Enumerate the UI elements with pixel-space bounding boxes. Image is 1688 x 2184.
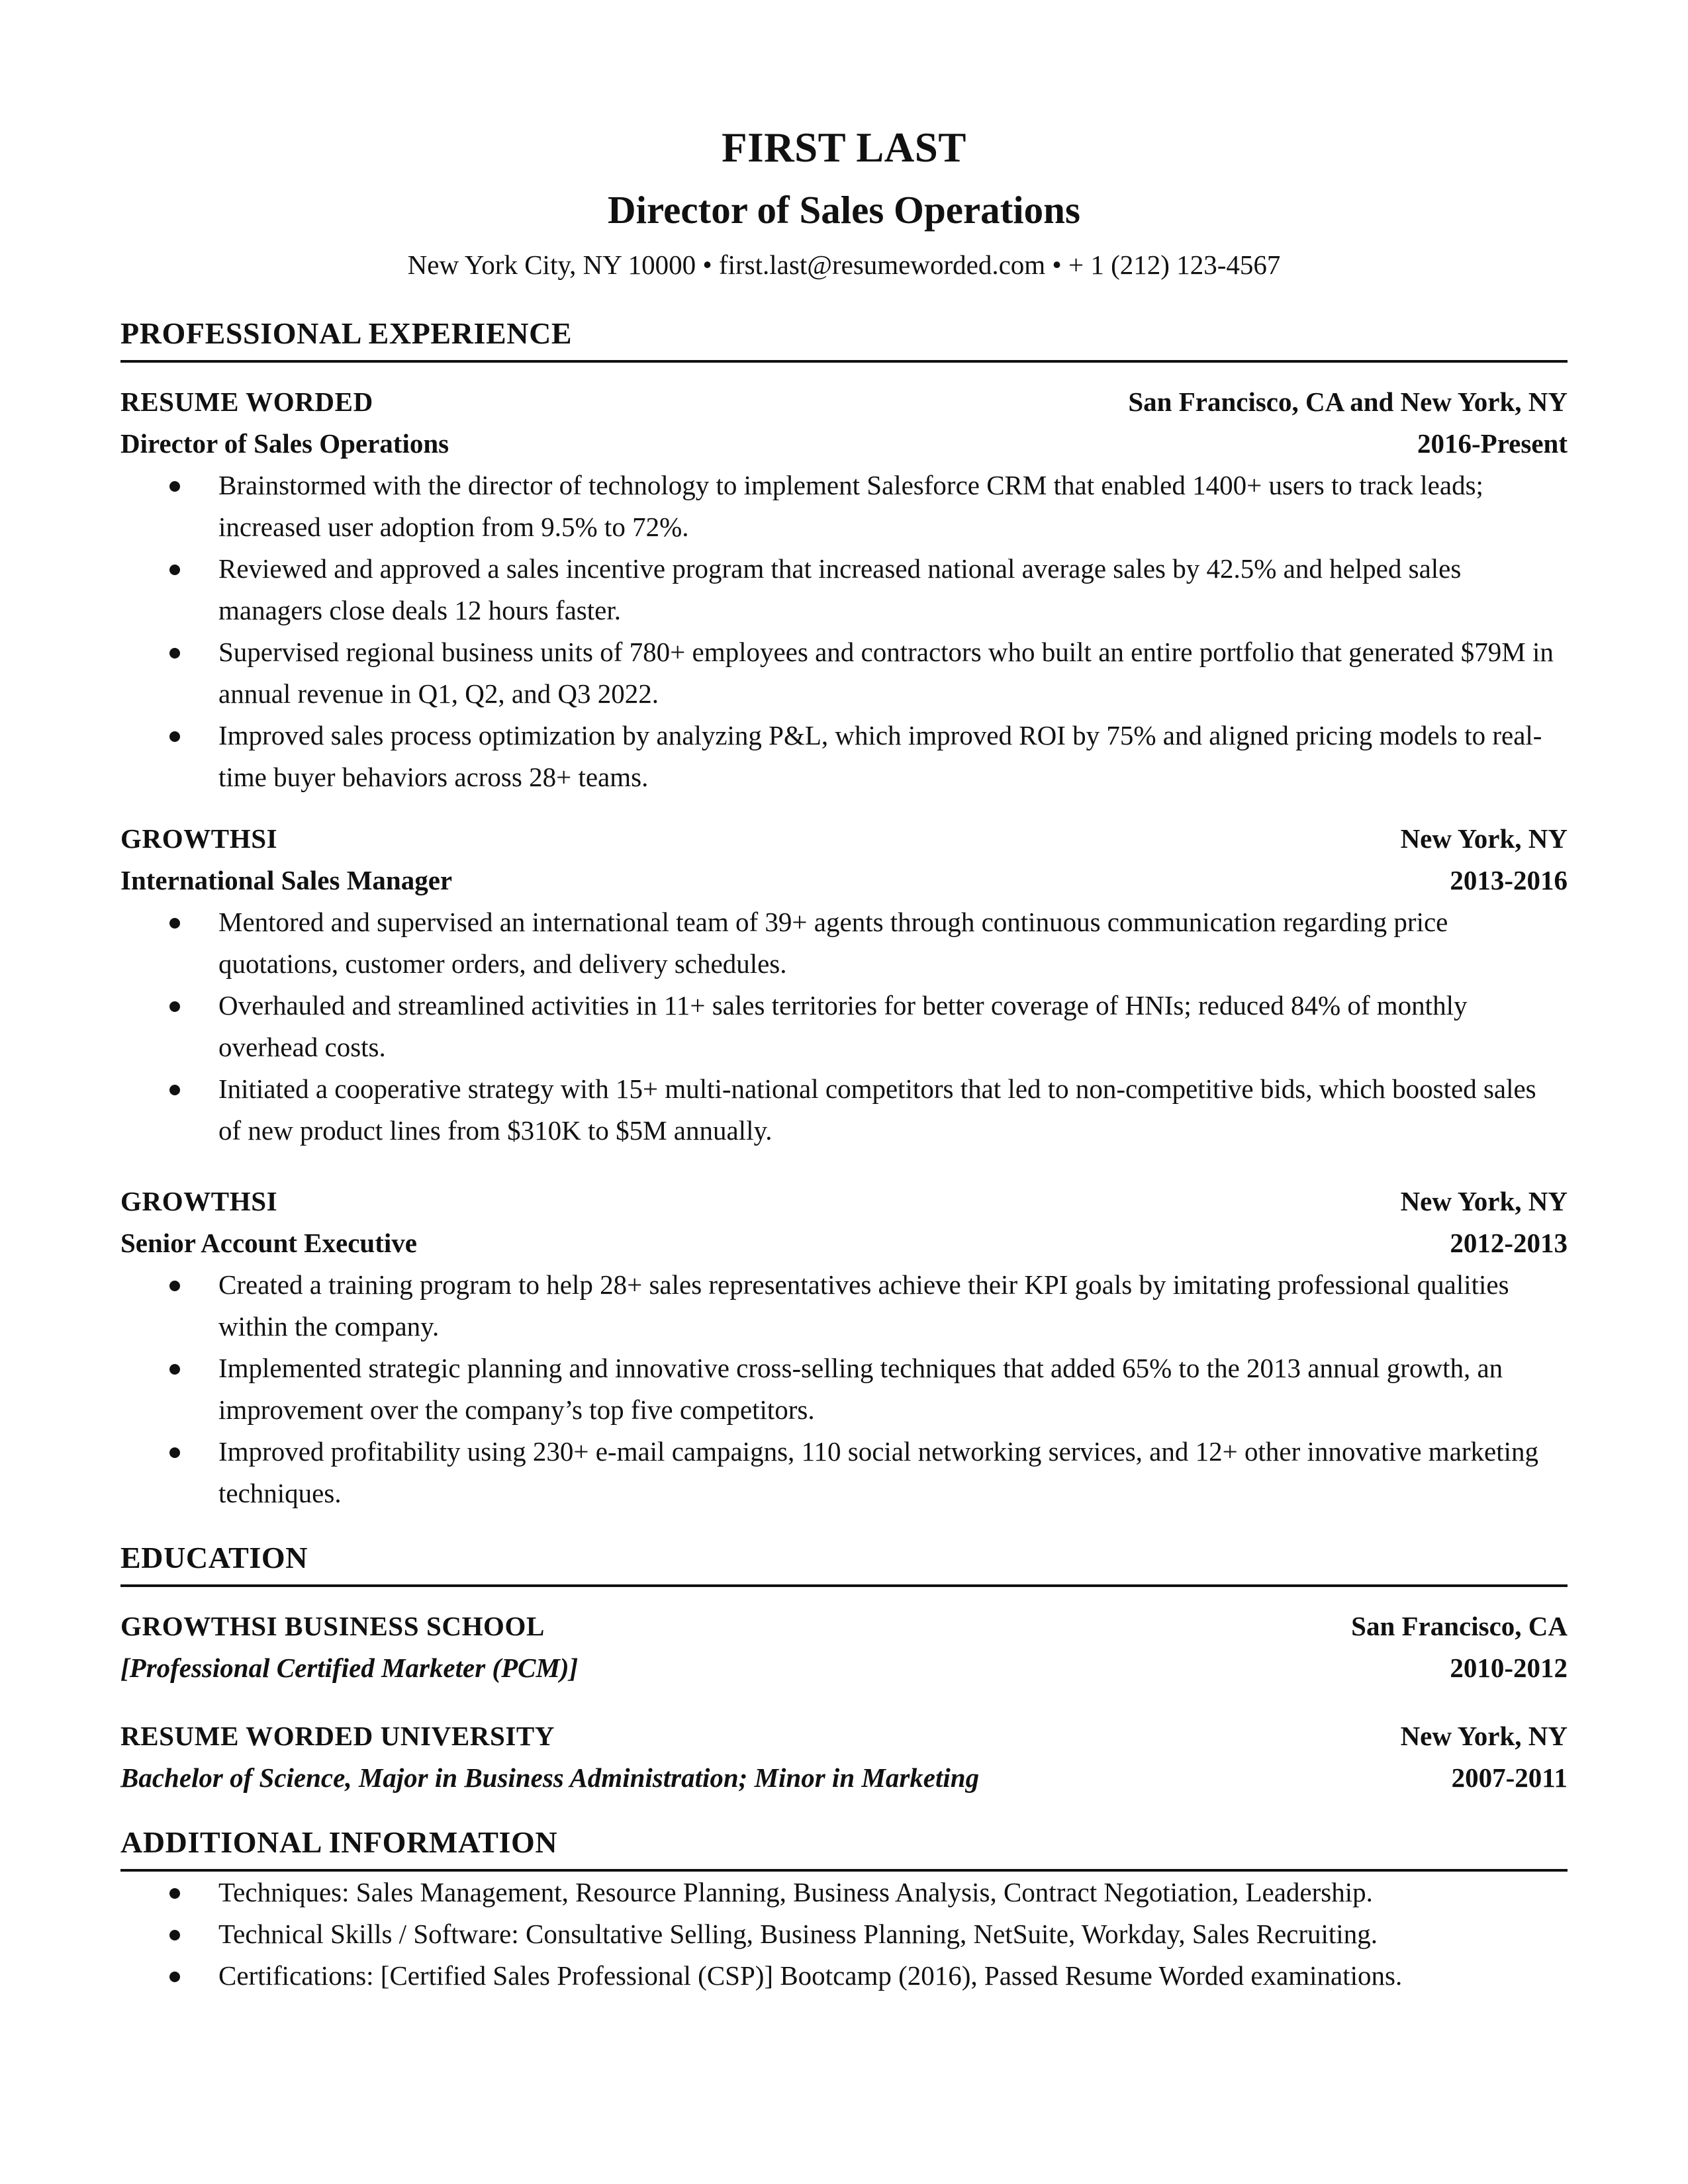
education-section [120,1538,1568,1799]
experience-section [120,314,1568,1514]
bullet-text: Techniques: Sales Management, Resource Planning, Business Analysis, Contract Negotiation, Leadership. [218,1877,1373,1907]
job-company-row [120,381,1568,423]
bullet-text: Implemented strategic planning and innovative cross-selling techniques that added 65% to the 2013 annual growth, an improvement over the company’s top five competitors. [218,1353,1503,1425]
bullet-icon [169,1930,180,1940]
school-name: GROWTHSI BUSINESS SCHOOL [120,1611,545,1641]
section-heading: EDUCATION [120,1538,1568,1587]
resume-page [120,119,1568,1997]
bullet-item [120,1264,1568,1347]
bullet-icon [169,1972,180,1982]
bullet-item [120,1431,1568,1514]
company-name: GROWTHSI [120,1186,278,1216]
additional-section [120,1823,1568,1997]
bullet-item [120,1913,1568,1955]
bullet-item [120,1068,1568,1152]
job-role-row [120,423,1568,465]
job-entry [120,818,1568,1152]
bullet-item [120,715,1568,798]
degree-name: Bachelor of Science, Major in Business Administration; Minor in Marketing [120,1762,980,1793]
job-location: San Francisco, CA and New York, NY [1128,387,1568,417]
company-name: RESUME WORDED [120,387,373,417]
candidate-title: Director of Sales Operations [608,188,1080,232]
bullet-item [120,985,1568,1068]
bullet-icon [169,1364,180,1375]
education-entry [120,1606,1568,1689]
job-bullets [120,901,1568,1152]
bullet-icon [169,918,180,929]
bullet-item [120,1872,1568,1913]
school-row [120,1606,1568,1647]
bullet-text: Improved profitability using 230+ e-mail campaigns, 110 social networking services, and 12+ other innovative marketing techniques. [218,1436,1539,1508]
school-row [120,1715,1568,1757]
job-bullets [120,1264,1568,1514]
education-dates: 2007-2011 [1451,1762,1568,1793]
bullet-text: Overhauled and streamlined activities in 11+ sales territories for better coverage of HNIs; reduced 84% of monthly overhead costs. [218,990,1468,1062]
bullet-item [120,631,1568,715]
degree-row [120,1647,1568,1689]
bullet-item [120,465,1568,548]
job-location: New York, NY [1400,1186,1568,1216]
job-role: International Sales Manager [120,865,453,895]
section-heading: ADDITIONAL INFORMATION [120,1823,1568,1872]
bullet-text: Brainstormed with the director of technology to implement Salesforce CRM that enabled 1400+ users to track leads; increased user adoption from 9.5% to 72%. [218,470,1483,542]
job-location: New York, NY [1400,823,1568,854]
bullet-text: Improved sales process optimization by analyzing P&L, which improved ROI by 75% and aligned pricing models to real-time buyer behaviors across 28+ teams. [218,720,1542,792]
company-name: GROWTHSI [120,823,278,854]
bullet-icon [169,1281,180,1291]
job-dates: 2013-2016 [1450,865,1568,895]
bullet-text: Created a training program to help 28+ sales representatives achieve their KPI goals by imitating professional qualities within the company. [218,1269,1509,1342]
education-dates: 2010-2012 [1450,1653,1568,1683]
bullet-text: Reviewed and approved a sales incentive program that increased national average sales by 42.5% and helped sales managers close deals 12 hours faster. [218,553,1462,625]
section-heading: PROFESSIONAL EXPERIENCE [120,314,1568,363]
job-bullets [120,465,1568,798]
degree-row [120,1757,1568,1799]
education-entry [120,1715,1568,1799]
bullet-icon [169,731,180,742]
job-dates: 2016-Present [1417,428,1568,459]
bullet-text: Mentored and supervised an international team of 39+ agents through continuous communication regarding price quotations, customer orders, and delivery schedules. [218,907,1448,979]
job-company-row [120,1181,1568,1222]
school-name: RESUME WORDED UNIVERSITY [120,1721,555,1751]
bullet-icon [169,1888,180,1899]
job-company-row [120,818,1568,860]
job-role: Director of Sales Operations [120,428,449,459]
bullet-icon [169,1001,180,1012]
resume-header [120,119,1568,285]
job-dates: 2012-2013 [1450,1228,1568,1258]
job-role-row [120,1222,1568,1264]
bullet-text: Technical Skills / Software: Consultative Selling, Business Planning, NetSuite, Workday, Sales Recruiting. [218,1919,1378,1949]
degree-name: [Professional Certified Marketer (PCM)] [120,1653,579,1683]
bullet-icon [169,565,180,575]
job-role-row [120,860,1568,901]
school-location: New York, NY [1400,1721,1568,1751]
bullet-item [120,1955,1568,1997]
contact-line: New York City, NY 10000 • first.last@resumeworded.com • + 1 (212) 123-4567 [407,250,1281,280]
additional-list [120,1872,1568,1997]
job-entry [120,1181,1568,1514]
bullet-icon [169,648,180,659]
bullet-text: Certifications: [Certified Sales Professional (CSP)] Bootcamp (2016), Passed Resume Worded examinations. [218,1960,1403,1991]
school-location: San Francisco, CA [1351,1611,1568,1641]
candidate-name: FIRST LAST [722,124,966,171]
bullet-icon [169,1447,180,1458]
bullet-item [120,548,1568,631]
bullet-text: Supervised regional business units of 780+ employees and contractors who built an entire portfolio that generated $79M in annual revenue in Q1, Q2, and Q3 2022. [218,637,1554,709]
job-entry [120,381,1568,798]
job-role: Senior Account Executive [120,1228,417,1258]
bullet-item [120,901,1568,985]
bullet-icon [169,1085,180,1095]
bullet-icon [169,481,180,492]
bullet-item [120,1347,1568,1431]
bullet-text: Initiated a cooperative strategy with 15+ multi-national competitors that led to non-competitive bids, which boosted sales of new product lines from $310K to $5M annually. [218,1073,1536,1146]
